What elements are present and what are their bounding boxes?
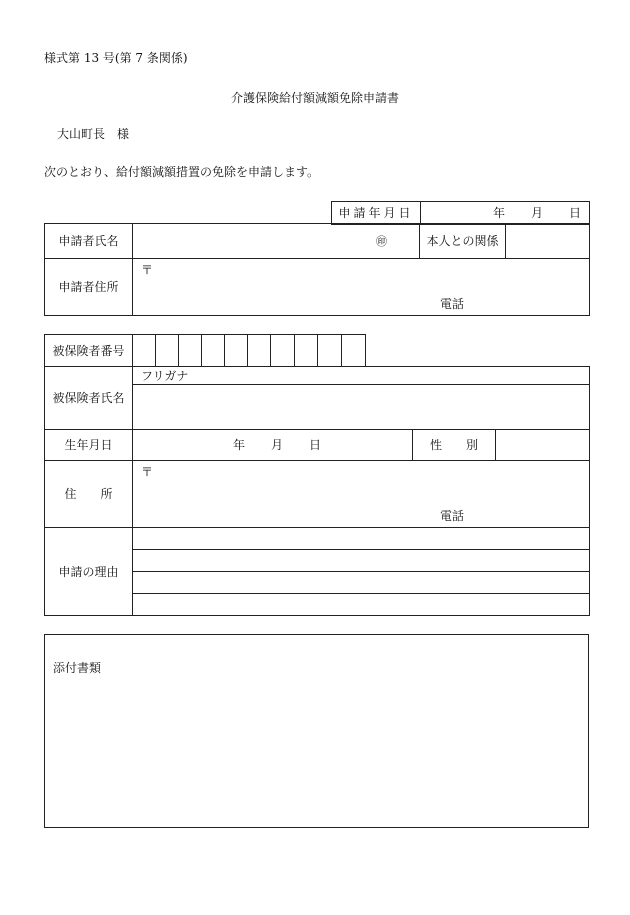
insured-phone-label: 電話 bbox=[440, 509, 465, 523]
relation-label: 本人との関係 bbox=[420, 224, 506, 259]
birth-month-label: 月 bbox=[271, 438, 284, 452]
insured-number-digit[interactable] bbox=[248, 335, 271, 367]
postal-mark: 〒 bbox=[141, 263, 154, 277]
insured-name-label: 被保険者氏名 bbox=[45, 367, 133, 430]
reason-line[interactable] bbox=[133, 572, 590, 594]
insured-number-digit[interactable] bbox=[342, 335, 366, 367]
date-day-label: 日 bbox=[568, 206, 581, 220]
application-date-table bbox=[331, 201, 590, 225]
applicant-name-field[interactable] bbox=[133, 224, 420, 259]
insured-table bbox=[44, 366, 590, 616]
reason-line[interactable] bbox=[133, 594, 590, 616]
form-number: 様式第 13 号(第 7 条関係) bbox=[44, 51, 188, 65]
insured-address-field[interactable] bbox=[133, 461, 590, 528]
insured-number-digit[interactable] bbox=[271, 335, 295, 367]
insured-number-table bbox=[44, 334, 366, 367]
insured-number-digit[interactable] bbox=[295, 335, 318, 367]
insured-number-digit[interactable] bbox=[133, 335, 156, 367]
reason-line[interactable] bbox=[133, 528, 590, 550]
sex-label: 性 別 bbox=[413, 430, 496, 461]
insured-number-digit[interactable] bbox=[225, 335, 248, 367]
reason-label: 申請の理由 bbox=[45, 528, 133, 616]
insured-name-field[interactable] bbox=[133, 385, 590, 430]
reason-line[interactable] bbox=[133, 550, 590, 572]
date-month-label: 月 bbox=[530, 206, 543, 220]
birth-day-label: 日 bbox=[309, 438, 322, 452]
insured-number-digit[interactable] bbox=[179, 335, 202, 367]
birth-date-label: 生年月日 bbox=[45, 430, 133, 461]
insured-address-label: 住 所 bbox=[45, 461, 133, 528]
applicant-address-label: 申請者住所 bbox=[45, 259, 133, 316]
insured-number-digit[interactable] bbox=[202, 335, 225, 367]
addressee: 大山町長 様 bbox=[57, 127, 130, 141]
applicant-phone-label: 電話 bbox=[440, 297, 465, 311]
furigana-label: フリガナ bbox=[141, 368, 189, 383]
attachments-box[interactable] bbox=[44, 634, 589, 828]
attachments-label: 添付書類 bbox=[53, 661, 102, 675]
insured-number-digit[interactable] bbox=[318, 335, 342, 367]
sex-field[interactable] bbox=[496, 430, 590, 461]
seal-icon: ㊞ bbox=[376, 235, 387, 248]
application-date-label: 申請年月日 bbox=[332, 202, 421, 225]
application-date-field[interactable] bbox=[421, 202, 590, 225]
insured-postal-mark: 〒 bbox=[141, 465, 154, 479]
applicant-address-field[interactable] bbox=[133, 259, 590, 316]
insured-number-label: 被保険者番号 bbox=[45, 335, 133, 367]
applicant-name-label: 申請者氏名 bbox=[45, 224, 133, 259]
birth-year-label: 年 bbox=[233, 438, 246, 452]
relation-field[interactable] bbox=[506, 224, 590, 259]
intro-text: 次のとおり、給付額減額措置の免除を申請します。 bbox=[44, 165, 320, 179]
insured-number-digit[interactable] bbox=[156, 335, 179, 367]
applicant-table bbox=[44, 223, 590, 316]
form-title: 介護保険給付額減額免除申請書 bbox=[230, 91, 399, 105]
furigana-field[interactable] bbox=[133, 367, 590, 385]
birth-date-field[interactable] bbox=[133, 430, 413, 461]
date-year-label: 年 bbox=[492, 206, 505, 220]
